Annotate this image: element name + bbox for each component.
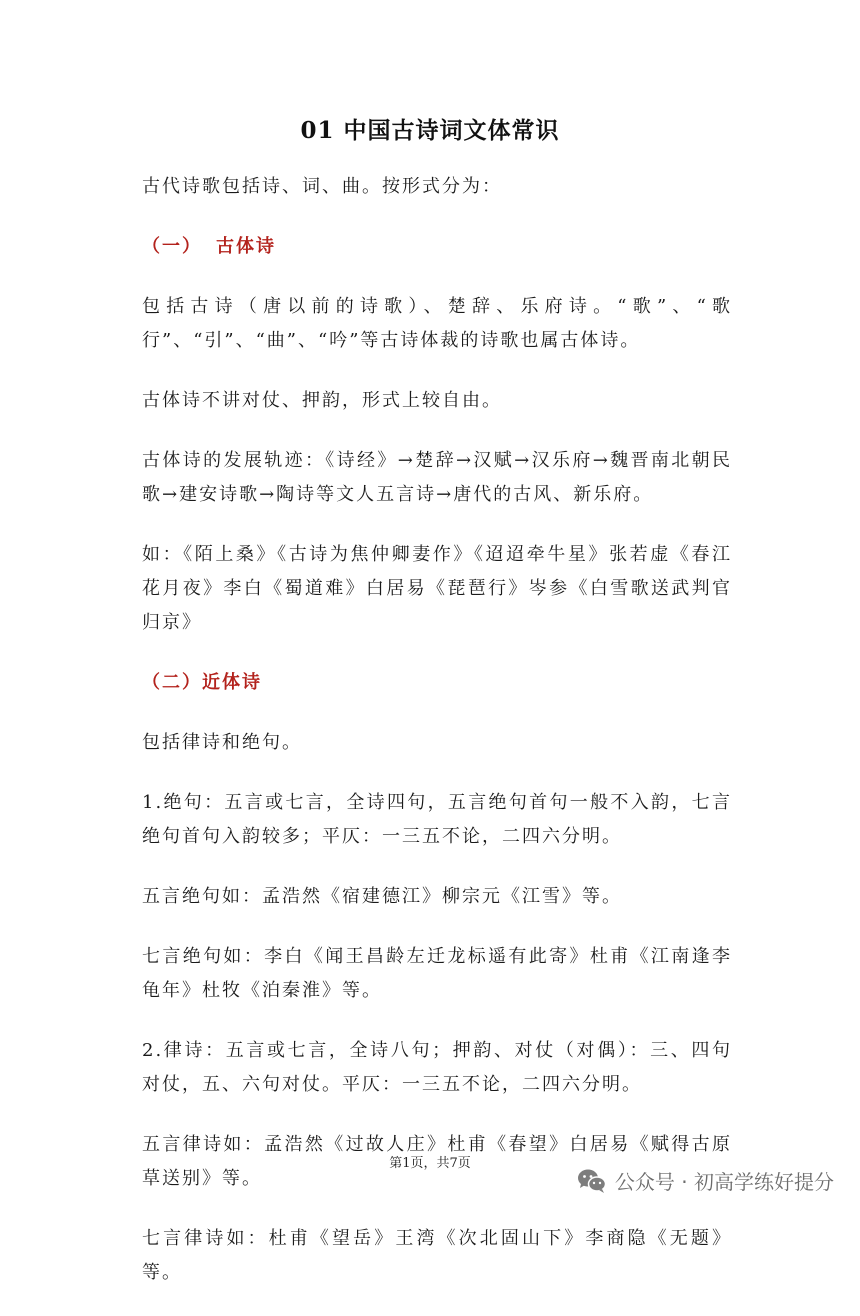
paragraph: 七言律诗如：杜甫《望岳》王湾《次北固山下》李商隐《无题》等。 [142, 1228, 732, 1283]
section-heading-modern-poetry: （二）近体诗 [142, 672, 262, 693]
watermark [577, 1166, 834, 1195]
paragraph: 五言绝句如：孟浩然《宿建德江》柳宗元《江雪》等。 [142, 886, 622, 907]
paragraph: 1.绝句：五言或七言，全诗四句，五言绝句首句一般不入韵，七言绝句首句入韵较多；平仄：一三五不论，二四六分明。 [142, 792, 732, 847]
intro-paragraph: 古代诗歌包括诗、词、曲。按形式分为： [142, 176, 502, 197]
section-label: 古体诗 [216, 236, 276, 257]
document-body [142, 170, 732, 1316]
page-number: 第1页，共7页 [389, 1156, 471, 1171]
paragraph: 2.律诗：五言或七言，全诗八句；押韵、对仗（对偶）：三、四句对仗，五、六句对仗。平仄：一三五不论，二四六分明。 [142, 1040, 732, 1095]
section-number: （一） [142, 236, 202, 257]
section-heading-ancient-poetry [142, 230, 732, 264]
watermark-text: 公众号 · 初高学练好提分 [614, 1170, 834, 1194]
paragraph: 包括古诗（唐以前的诗歌）、楚辞、乐府诗。“歌”、“歌行”、“引”、“曲”、“吟”等古诗体裁的诗歌也属古体诗。 [142, 296, 732, 351]
paragraph: 如：《陌上桑》《古诗为焦仲卿妻作》《迢迢牵牛星》张若虚《春江花月夜》李白《蜀道难》白居易《琵琶行》岑参《白雪歌送武判官归京》 [142, 544, 732, 633]
wechat-icon [577, 1168, 607, 1194]
paragraph: 古体诗的发展轨迹：《诗经》→楚辞→汉赋→汉乐府→魏晋南北朝民歌→建安诗歌→陶诗等文人五言诗→唐代的古风、新乐府。 [142, 450, 732, 505]
paragraph: 七言绝句如：李白《闻王昌龄左迁龙标遥有此寄》杜甫《江南逢李龟年》杜牧《泊秦淮》等。 [142, 946, 732, 1001]
paragraph: 五言律诗如：孟浩然《过故人庄》杜甫《春望》白居易《赋得古原草送别》等。 [142, 1134, 732, 1189]
page-title: 01 中国古诗词文体常识 [300, 117, 560, 144]
paragraph: 包括律诗和绝句。 [142, 732, 302, 753]
paragraph: 古体诗不讲对仗、押韵，形式上较自由。 [142, 390, 502, 411]
